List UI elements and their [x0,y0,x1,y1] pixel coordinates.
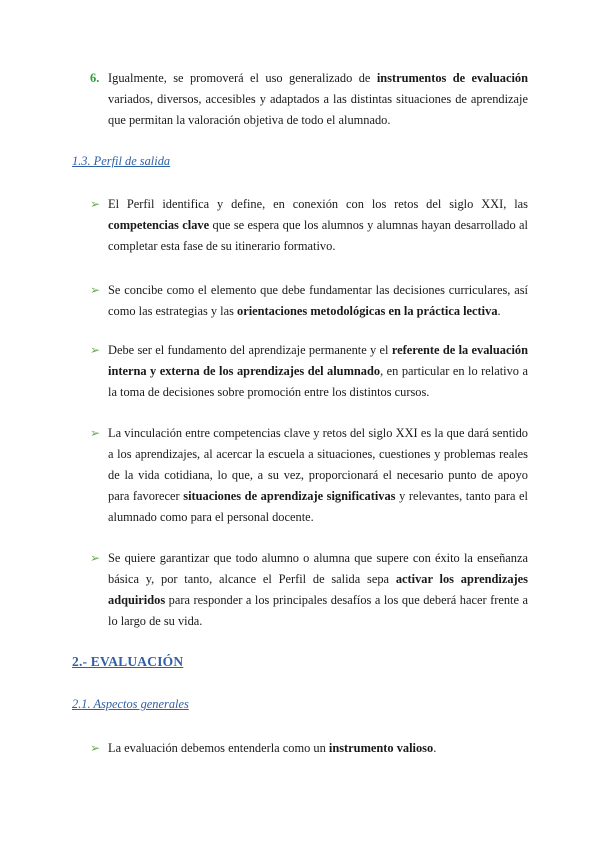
bullet-item [90,548,528,632]
text-run: El Perfil identifica y define, en conexión con los retos del siglo XXI, las [108,197,528,211]
bullet-text [108,548,528,632]
text-run: que se espera que los alumnos y alumnas hayan desarrollado al completar esta fase de su itinerario formativo. [108,218,528,253]
item-text [108,68,528,131]
arrow-bullet-icon: ➢ [90,283,101,297]
arrow-bullet-icon: ➢ [90,741,101,755]
bullet-item [90,340,528,403]
bullet-text [108,194,528,257]
bold-run: activar los aprendizajes adquiridos [108,572,528,607]
text-run: Debe ser el fundamento del aprendizaje permanente y el [108,343,392,357]
bold-run: situaciones de aprendizaje significativas [183,489,396,503]
bold-run: instrumento valioso [328,741,434,755]
text-run: , en particular en lo relativo a la toma de decisiones sobre promoción entre los distintos cursos. [108,364,528,399]
section-heading-evaluacion[interactable]: 2.- EVALUACIÓN [72,654,184,669]
arrow-bullet-icon: ➢ [90,551,101,565]
section-heading-aspectos-generales[interactable]: 2.1. Aspectos generales [72,697,189,711]
bullet-text [108,738,528,759]
bullet-item [90,738,528,759]
text-run: Igualmente, se promoverá el uso generalizado de [108,71,377,85]
text-run: y relevantes, tanto para el alumnado como para el personal docente. [108,489,528,524]
text-run: variados, diversos, accesibles y adaptados a las distintas situaciones de aprendizaje que permitan la valoración objetiva de todo el alumnado. [108,92,528,127]
bullet-item [90,280,528,322]
arrow-bullet-icon: ➢ [90,426,101,440]
text-run: . [433,741,437,755]
bullet-text [108,280,528,322]
numbered-item-6 [90,68,528,131]
text-run: Se quiere garantizar que todo alumno o alumna que supere con éxito la enseñanza básica y, por tanto, alcance el Perfil de salida sepa [108,551,528,586]
bold-run: referente de la evaluación interna y externa de los aprendizajes del alumnado [108,343,528,378]
arrow-bullet-icon: ➢ [90,343,101,357]
arrow-bullet-icon: ➢ [90,197,101,211]
text-run: . [497,304,501,318]
bold-run: orientaciones metodológicas en la práctica lectiva [237,304,498,318]
text-run: La evaluación debemos entenderla como un [108,741,329,755]
bullet-item [90,194,528,257]
bullet-text [108,423,528,528]
text-run: para responder a los principales desafíos a los que deberá hacer frente a lo largo de su vida. [108,593,528,628]
item-number: 6. [90,71,100,85]
bold-run: instrumentos de evaluación [376,71,528,85]
bullet-item [90,423,528,528]
text-run: Se concibe como el elemento que debe fundamentar las decisiones curriculares, así como las estrategias y las [108,283,528,318]
text-run: La vinculación entre competencias clave y retos del siglo XXI es la que dará sentido a los aprendizajes, al acercar la escuela a situaciones, cuestiones y problemas reales de la vida cotidiana, lo que, a su vez, proporcionará el necesario punto de apoyo para favorecer [108,426,528,503]
section-heading-perfil-salida[interactable]: 1.3. Perfil de salida [72,154,171,168]
bullet-text [108,340,528,403]
bold-run: competencias clave [108,218,210,232]
